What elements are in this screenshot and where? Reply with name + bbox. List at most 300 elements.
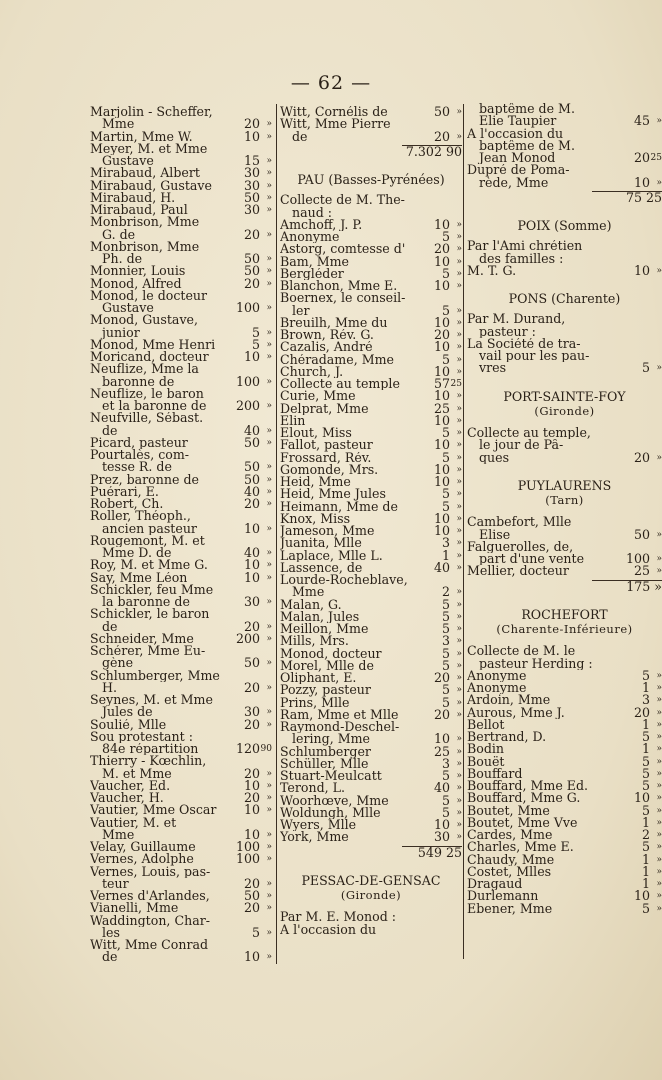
entry-amount: 100 [235, 373, 260, 389]
entry-name: Anonyme [467, 682, 527, 695]
page-number: — 62 — [290, 72, 372, 94]
entry-cents: » [456, 807, 462, 818]
entry-cents: » [266, 119, 272, 130]
entry-cents: » [456, 440, 462, 451]
entry-name: Sou protestant : [90, 730, 193, 743]
entry-cents: » [656, 817, 662, 828]
entry-name: M. T. G. [467, 264, 517, 277]
entry-amount: 50 [243, 459, 260, 475]
entry-cents: » [456, 832, 462, 843]
section-subtitle-puylaurens: (Tarn) [545, 493, 584, 507]
entry-amount: 20 [243, 275, 260, 291]
entry-name: Par M. E. Monod : [280, 911, 397, 924]
entry-cents: » [656, 879, 662, 889]
list-item [467, 704, 662, 720]
entry-amount: 3 [641, 692, 650, 708]
entry-cents: » [656, 554, 662, 564]
entry-name: Mirabaud, H. [90, 191, 176, 204]
entry-name: Woldungh, Mlle [280, 806, 381, 819]
list-item [280, 792, 462, 808]
entry-amount: 5 [251, 324, 260, 340]
list-item [467, 565, 662, 577]
list-item [90, 951, 272, 963]
list-item [467, 128, 662, 140]
entry-name: Ph. de [102, 253, 143, 266]
entry-cents: » [656, 793, 662, 804]
entry-amount: 50 [243, 251, 260, 266]
entry-cents: » [266, 192, 272, 203]
entry-cents: » [656, 177, 662, 188]
entry-name: Amchoff, J. P. [280, 218, 363, 231]
entry-name: Mills, Mrs. [280, 635, 349, 648]
entry-name: Vaucher, H. [90, 792, 164, 805]
entry-name: Velay, Guillaume [90, 841, 196, 854]
entry-name: Laplace, Mlle L. [280, 549, 383, 562]
entry-name: M. et Mme [102, 767, 172, 780]
entry-cents: » [656, 830, 662, 840]
entry-cents: » [266, 327, 272, 338]
list-item [280, 743, 462, 759]
entry-name: Anonyme [467, 669, 527, 682]
running-total: 75 25 [625, 189, 662, 205]
entry-amount: 10 [243, 349, 260, 364]
entry-amount: 10 [433, 474, 450, 489]
entry-name: La Société de tra- [467, 337, 581, 350]
section-title-port-sainte-foy: PORT-SAINTE-FOY [503, 388, 626, 404]
entry-amount: 5 [251, 924, 260, 940]
entry-name: lering, Mme [292, 733, 370, 746]
entry-name: Lassence, de [280, 561, 363, 574]
list-item [467, 682, 662, 694]
list-item [467, 753, 662, 769]
entry-amount: 1 [641, 876, 650, 891]
entry-cents: » [266, 254, 272, 264]
entry-name: Durlemann [467, 890, 539, 903]
entry-name: Cambefort, Mlle [467, 516, 572, 529]
entry-amount: 10 [243, 826, 260, 842]
entry-name: Monbrison, Mme [90, 240, 200, 253]
entry-amount: 50 [243, 655, 260, 671]
entry-cents: » [266, 854, 272, 865]
entry-amount: 5 [441, 302, 450, 318]
entry-name: des familles : [479, 252, 564, 265]
entry-amount: 10 [243, 569, 260, 585]
entry-cents: » [656, 756, 662, 767]
list-item [280, 412, 462, 428]
entry-cents: » [656, 781, 662, 791]
entry-name: Roller, Théoph., [90, 510, 191, 523]
list-item [90, 520, 272, 536]
entry-cents: » [266, 682, 272, 693]
entry-cents: » [266, 499, 272, 509]
entry-cents: » [456, 673, 462, 683]
entry-name: Mme D. de [102, 547, 172, 560]
section-title-pons: PONS (Charente) [508, 291, 621, 306]
list-item [90, 630, 272, 646]
entry-amount: 10 [433, 388, 450, 404]
entry-name: Pourtalès, com- [90, 449, 190, 462]
entry-cents: » [456, 317, 462, 328]
entry-cents: » [266, 780, 272, 791]
entry-amount: 20 [433, 670, 450, 685]
entry-amount: 15 [243, 153, 260, 168]
entry-name: Charles, Mme E. [467, 841, 574, 854]
entry-name: Bouffard, Mme Ed. [467, 780, 589, 793]
entry-cents: » [266, 462, 272, 473]
entry-amount: 5 [441, 621, 450, 636]
entry-amount: 10 [433, 817, 450, 832]
entry-name: Ram, Mme et Mlle [280, 708, 399, 721]
entry-amount: 50 [243, 434, 260, 450]
entry-amount: 40 [243, 422, 260, 438]
entry-amount: 30 [243, 594, 260, 609]
entry-amount: 10 [433, 461, 450, 477]
list-item [280, 635, 462, 647]
entry-name: de [102, 424, 118, 437]
entry-name: Brown, Rév. G. [280, 329, 374, 342]
entry-amount: 5 [441, 657, 450, 673]
entry-name: Monod, Alfred [90, 277, 182, 290]
entry-cents: » [456, 783, 462, 794]
entry-name: Elise [479, 528, 511, 541]
entry-amount: 5 [641, 753, 650, 769]
entry-cents: » [656, 842, 662, 853]
entry-cents: 25 [650, 153, 662, 163]
entry-amount: 5 [641, 729, 650, 744]
entry-cents: » [656, 529, 662, 540]
list-item [467, 338, 662, 350]
section-title-puylaurens: PUYLAURENS [517, 477, 612, 493]
list-item [90, 324, 272, 340]
entry-name: Schlumberger, Mme [90, 669, 220, 682]
entry-name: Schlumberger [280, 745, 371, 758]
entry-name: Anonyme [280, 231, 340, 244]
entry-cents: » [456, 611, 462, 622]
section-subtitle-pessac: (Gironde) [340, 888, 402, 902]
entry-cents: » [266, 156, 272, 166]
list-item [280, 537, 462, 549]
list-item [90, 804, 272, 816]
list-item [90, 498, 272, 510]
entry-name: Heimann, Mme de [280, 500, 398, 513]
list-item [467, 645, 662, 657]
section-subtitle-rochefort: (Charente-Inférieure) [496, 622, 633, 636]
entry-cents: » [456, 268, 462, 279]
entry-cents: » [456, 636, 462, 647]
list-item [90, 314, 272, 326]
entry-name: et la baronne de [102, 400, 207, 413]
entry-amount: 20 [433, 706, 450, 722]
entry-cents: » [266, 180, 272, 191]
column-3 [467, 103, 662, 915]
entry-name: Witt, Cornélis de [280, 106, 388, 119]
entry-amount: 5 [251, 336, 260, 352]
entry-cents: » [266, 401, 272, 411]
list-item [90, 743, 272, 755]
entry-cents: » [266, 266, 272, 277]
entry-cents: » [266, 952, 272, 963]
entry-amount: 5 [441, 229, 450, 244]
entry-cents: » [266, 523, 272, 534]
entry-name: Say, Mme Léon [90, 571, 188, 584]
list-item [280, 525, 462, 537]
entry-amount: 20 [243, 875, 260, 891]
entry-name: ques [479, 451, 510, 464]
entry-name: Schérer, Mme Eu- [90, 645, 206, 658]
entry-amount: 5 [641, 802, 650, 818]
entry-name: Par M. Durand, [467, 313, 566, 326]
entry-cents: » [656, 866, 662, 877]
entry-amount: 30 [433, 829, 450, 845]
entry-amount: 10 [433, 510, 450, 526]
entry-amount: 100 [235, 300, 260, 315]
entry-cents: » [266, 891, 272, 901]
entry-name: baptême de M. [479, 139, 575, 152]
entry-amount: 40 [433, 780, 450, 796]
entry-cents: » [266, 425, 272, 436]
entry-name: Raymond-Deschel- [280, 721, 400, 734]
entry-amount: 100 [625, 551, 650, 566]
entry-name: Vernes, Adolphe [90, 853, 194, 866]
entry-name: de [102, 951, 118, 964]
entry-name: Witt, Mme Conrad [90, 939, 209, 952]
entry-amount: 10 [433, 363, 450, 379]
entry-amount: 50 [243, 888, 260, 903]
pessac-continued-entries [467, 103, 662, 189]
entry-cents: » [266, 621, 272, 632]
list-item [467, 313, 662, 325]
entry-name: Morel, Mlle de [280, 659, 374, 672]
entry-cents: » [656, 854, 662, 865]
entry-cents: » [456, 599, 462, 610]
entry-cents: » [266, 903, 272, 914]
entry-name: Delprat, Mme [280, 402, 369, 415]
entry-amount: 5 [441, 498, 450, 514]
entry-cents: » [456, 477, 462, 487]
entry-amount: 1 [441, 547, 450, 563]
list-item [90, 400, 272, 412]
entry-name: Blanchon, Mme E. [280, 280, 398, 293]
entry-amount: 57 [433, 376, 450, 391]
entry-name: Schickler, le baron [90, 608, 210, 621]
entry-name: Schüller, Mlle [280, 757, 369, 770]
list-item [467, 878, 662, 890]
entry-amount: 10 [433, 731, 450, 747]
list-item [467, 262, 662, 278]
entry-name: Moricand, docteur [90, 351, 209, 364]
entry-name: Chéradame, Mme [280, 353, 394, 366]
entry-name: Gustave [102, 302, 154, 315]
entry-cents: » [456, 391, 462, 402]
entry-cents: » [456, 624, 462, 634]
entry-cents: » [456, 660, 462, 671]
entry-name: Bouët [467, 755, 505, 768]
section-title-pessac: PESSAC-DE-GENSAC [301, 872, 441, 888]
entry-cents: » [456, 366, 462, 377]
entry-amount: 10 [243, 802, 260, 818]
list-item [280, 924, 462, 936]
list-item [280, 608, 462, 624]
entry-amount: 20 [433, 241, 450, 257]
entry-name: de [292, 130, 308, 143]
entry-name: le jour de Pâ- [479, 439, 564, 452]
entry-cents: » [266, 560, 272, 571]
entry-amount: 10 [243, 557, 260, 573]
list-item [467, 240, 662, 252]
entry-name: baronne de [102, 375, 175, 388]
list-item [467, 802, 662, 818]
list-item [280, 596, 462, 612]
list-item [90, 569, 272, 585]
entry-cents: » [456, 244, 462, 255]
entry-name: Monnier, Louis [90, 265, 186, 278]
entry-cents: » [266, 793, 272, 803]
entry-amount: 10 [243, 777, 260, 793]
entry-name: Jules de [102, 706, 153, 719]
entry-name: Vianelli, Mme [90, 902, 179, 915]
entry-name: vres [479, 362, 507, 375]
entry-amount: 5 [441, 682, 450, 698]
entry-amount: 1 [641, 814, 650, 830]
entry-amount: 5 [441, 804, 450, 820]
list-item [280, 292, 462, 304]
entry-cents: » [456, 232, 462, 242]
list-item [280, 559, 462, 575]
entry-name: Vernes, Louis, pas- [90, 865, 211, 878]
entry-name: Soulié, Mlle [90, 718, 167, 731]
entry-cents: » [266, 768, 272, 779]
entry-cents: » [456, 403, 462, 414]
list-item [467, 152, 662, 164]
entry-amount: 20 [243, 226, 260, 242]
entry-cents: » [456, 697, 462, 708]
entry-amount: 30 [243, 704, 260, 720]
entry-cents: » [456, 428, 462, 438]
list-item [467, 350, 662, 362]
entry-cents: » [456, 526, 462, 536]
entry-name: Rougemont, M. et [90, 534, 205, 547]
witt-entries [280, 106, 462, 143]
entry-name: Heid, Mme [280, 476, 351, 489]
entry-name: Puérari, E. [90, 485, 159, 498]
entry-amount: 10 [633, 790, 650, 806]
entry-cents: » [456, 452, 462, 463]
entry-cents: » [266, 572, 272, 583]
puylaurens-total: 175 » [626, 578, 662, 594]
entry-cents: » [266, 658, 272, 669]
entry-name: naud : [292, 206, 333, 219]
entry-cents: » [656, 670, 662, 681]
section-title-poix: POIX (Somme) [517, 218, 612, 233]
entry-amount: 5 [641, 778, 650, 793]
entry-amount: 20 [433, 128, 450, 144]
pons-entries [467, 313, 662, 374]
entry-cents: 25 [450, 379, 462, 389]
entry-amount: 200 [235, 398, 260, 413]
entry-name: Chaudy, Mme [467, 853, 555, 866]
entry-amount: 40 [433, 559, 450, 575]
entry-cents: » [456, 538, 462, 549]
entry-amount: 3 [441, 535, 450, 551]
list-item [280, 706, 462, 722]
entry-cents: » [456, 550, 462, 561]
entry-cents: » [456, 501, 462, 512]
entry-name: Neuflize, Mme la [90, 363, 199, 376]
list-item [467, 526, 662, 542]
entry-name: Prins, Mlle [280, 696, 350, 709]
entry-name: Bouffard [467, 767, 523, 780]
entry-amount: 100 [235, 839, 260, 854]
entry-amount: 2 [441, 584, 450, 600]
entry-amount: 20 [243, 618, 260, 634]
list-item [467, 164, 662, 176]
list-item [280, 782, 462, 794]
entry-name: Roy, M. et Mme G. [90, 559, 208, 572]
entry-cents: » [656, 265, 662, 276]
entry-name: York, Mme [280, 831, 349, 844]
entry-name: Bouffard, Mme G. [467, 792, 581, 805]
entry-name: Mirabaud, Gustave [90, 179, 212, 192]
entry-cents: » [266, 548, 272, 558]
list-item [90, 351, 272, 363]
list-item [280, 911, 462, 923]
entry-name: vail pour les pau- [479, 350, 590, 363]
entry-name: Jameson, Mme [280, 525, 375, 538]
column-divider [276, 104, 277, 964]
entry-cents: » [656, 695, 662, 706]
entry-name: Curie, Mme [280, 390, 356, 403]
entry-amount: 5 [441, 265, 450, 281]
entry-name: rède, Mme [479, 176, 549, 189]
entry-name: Ebener, Mme [467, 902, 553, 915]
list-item [90, 924, 272, 940]
entry-name: Par l'Ami chrétien [467, 240, 583, 253]
list-item [90, 302, 272, 314]
entry-amount: 40 [243, 545, 260, 560]
entry-amount: 10 [433, 412, 450, 428]
list-item [280, 831, 462, 843]
entry-amount: 1 [641, 741, 650, 757]
entry-cents: » [456, 354, 462, 365]
entry-name: Collecte au temple, [467, 427, 591, 440]
entry-name: Mirabaud, Paul [90, 204, 188, 217]
entry-cents: » [656, 744, 662, 755]
list-item [90, 679, 272, 695]
entry-name: Dragaud [467, 878, 523, 891]
running-total: 7.302 90 [405, 143, 462, 159]
entry-name: Monod, Gustave, [90, 314, 199, 327]
entry-amount: 20 [243, 900, 260, 916]
list-item [467, 900, 662, 916]
list-item [467, 516, 662, 528]
list-item [90, 373, 272, 389]
entry-cents: » [266, 205, 272, 215]
entry-name: Vautier, M. et [90, 816, 177, 829]
entry-amount: 120 [235, 741, 260, 756]
list-item [280, 574, 462, 586]
list-item [467, 731, 662, 743]
entry-amount: 20 [243, 716, 260, 732]
entry-name: Mme [102, 828, 135, 841]
entry-name: Collecte au temple [280, 378, 400, 391]
entry-name: A l'occasion du [280, 923, 377, 936]
entry-name: Monbrison, Mme [90, 216, 200, 229]
entry-cents: » [456, 820, 462, 830]
list-item [467, 841, 662, 853]
entry-cents: » [266, 597, 272, 607]
entry-name: Boutet, Mme [467, 804, 550, 817]
entry-amount: 20 [243, 496, 260, 511]
